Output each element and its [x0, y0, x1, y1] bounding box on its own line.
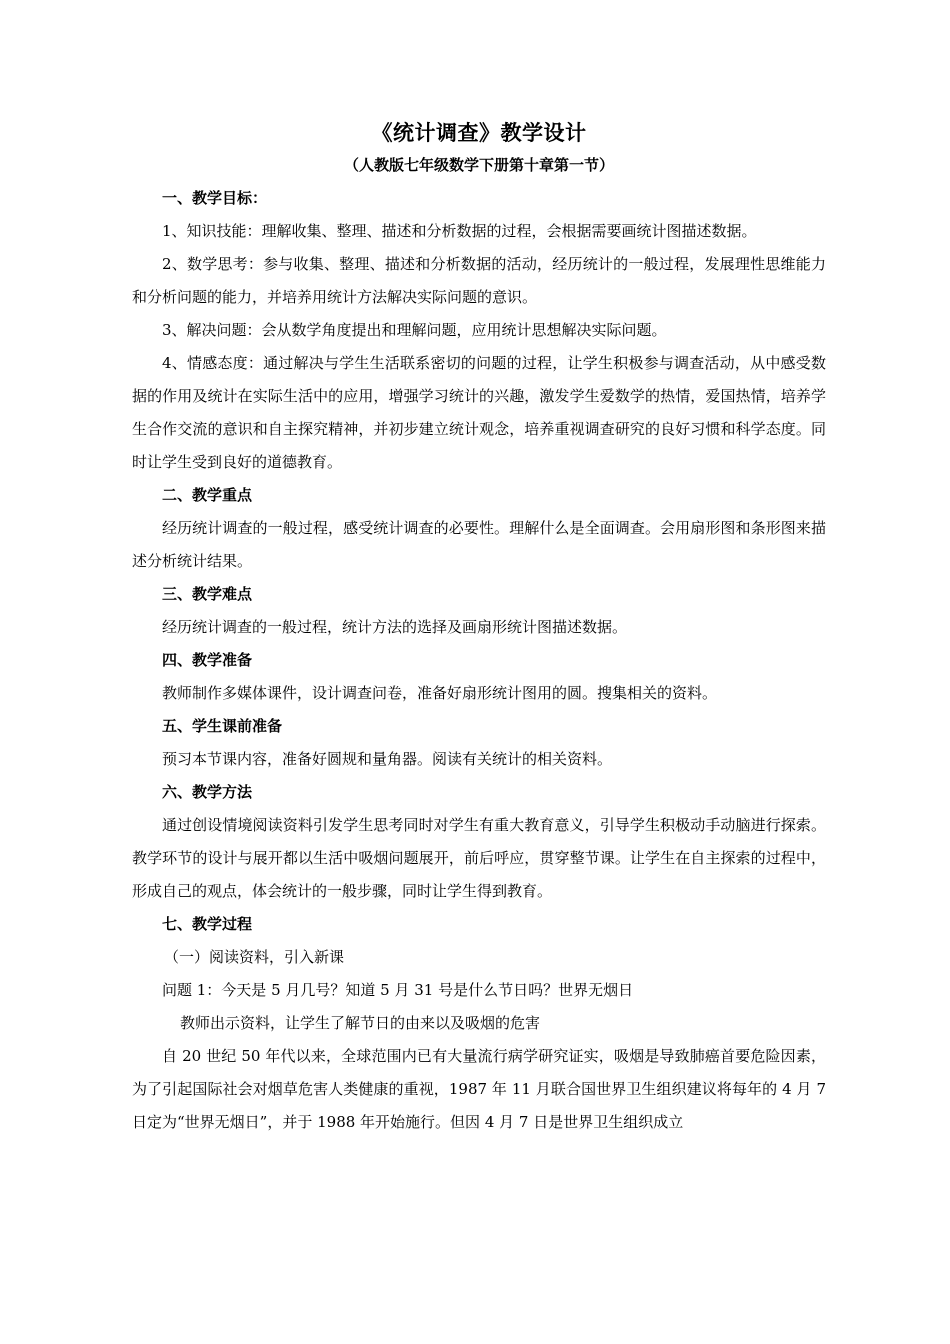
section-heading-student-preparation: 五、学生课前准备 [162, 717, 283, 735]
process-step-1-heading: （一）阅读资料，引入新课 [164, 948, 345, 966]
teacher-note: 教师出示资料，让学生了解节日的由来以及吸烟的危害 [180, 1014, 541, 1032]
history-paragraph: 自 20 世纪 50 年代以来，全球范围内已有大量流行病学研究证实，吸烟是导致肺癌首要危险因素，为了引起国际社会对烟草危害人类健康的重视，1987 年 11 月联合国世界卫生组织建议将每年的 4 月 7 日定为“世界无烟日”，并于 1988 年开始施行。但因 4 月 7 日是世界卫生组织成立 [132, 1047, 826, 1131]
section-heading-process: 七、教学过程 [162, 915, 253, 933]
document-body [132, 118, 826, 1139]
document-title: 《统计调查》教学设计 [371, 120, 587, 145]
methods-text: 通过创设情境阅读资料引发学生思考同时对学生有重大教育意义，引导学生积极动手动脑进行探索。教学环节的设计与展开都以生活中吸烟问题展开，前后呼应，贯穿整节课。让学生在自主探索的过程中，形成自己的观点，体会统计的一般步骤，同时让学生得到教育。 [132, 816, 826, 900]
question-1: 问题 1：今天是 5 月几号？知道 5 月 31 号是什么节日吗？世界无烟日 [162, 981, 634, 999]
difficulties-text: 经历统计调查的一般过程，统计方法的选择及画扇形统计图描述数据。 [162, 618, 628, 636]
preparation-text: 教师制作多媒体课件，设计调查问卷，准备好扇形统计图用的圆。搜集相关的资料。 [162, 684, 718, 702]
goal-problem-solving: 3、解决问题：会从数学角度提出和理解问题，应用统计思想解决实际问题。 [162, 321, 667, 339]
section-heading-goals: 一、教学目标： [162, 189, 268, 207]
student-preparation-text: 预习本节课内容，准备好圆规和量角器。阅读有关统计的相关资料。 [162, 750, 613, 768]
section-heading-key-points: 二、教学重点 [162, 486, 253, 504]
goal-knowledge: 1、知识技能：理解收集、整理、描述和分析数据的过程，会根据需要画统计图描述数据。 [162, 222, 757, 240]
section-heading-preparation: 四、教学准备 [162, 651, 253, 669]
goal-attitude: 4、情感态度：通过解决与学生生活联系密切的问题的过程，让学生积极参与调查活动，从中感受数据的作用及统计在实际生活中的应用，增强学习统计的兴趣，激发学生爱数学的热情，爱国热情，培养学生合作交流的意识和自主探究精神，并初步建立统计观念，培养重视调查研究的良好习惯和科学态度。同时让学生受到良好的道德教育。 [132, 354, 826, 471]
goal-math-thinking: 2、数学思考：参与收集、整理、描述和分析数据的活动，经历统计的一般过程，发展理性思维能力和分析问题的能力，并培养用统计方法解决实际问题的意识。 [132, 255, 826, 306]
document-subtitle: （人教版七年级数学下册第十章第一节） [343, 156, 614, 174]
section-heading-difficulties: 三、教学难点 [162, 585, 253, 603]
section-heading-methods: 六、教学方法 [162, 783, 253, 801]
key-points-text: 经历统计调查的一般过程，感受统计调查的必要性。理解什么是全面调查。会用扇形图和条形图来描述分析统计结果。 [132, 519, 826, 570]
